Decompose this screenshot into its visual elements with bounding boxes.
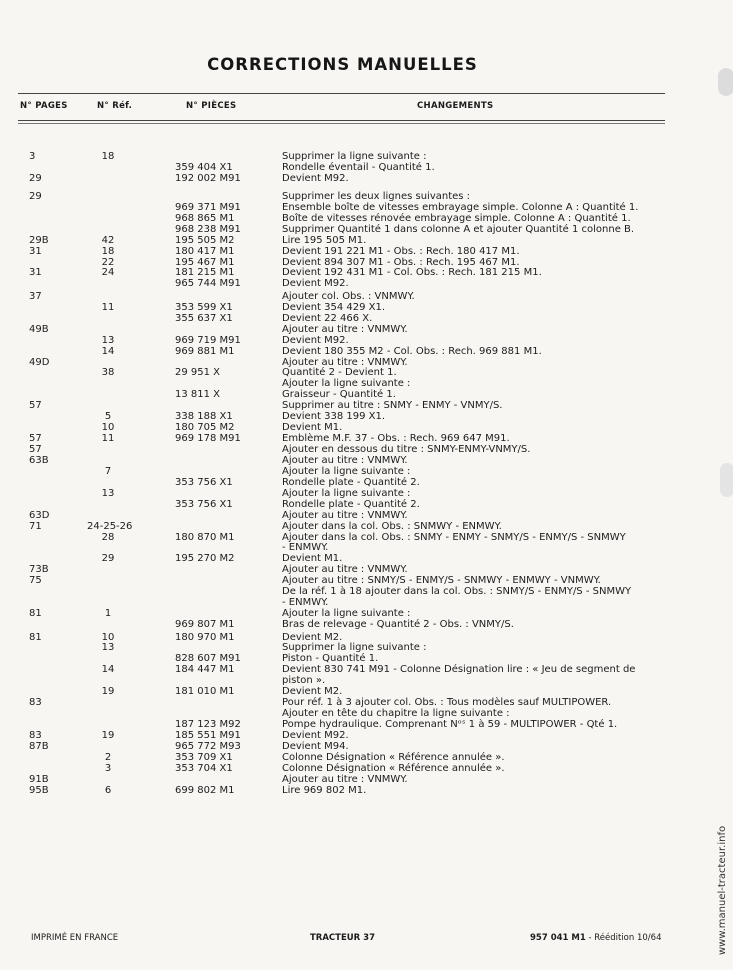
- row-ref: 38: [101, 367, 115, 379]
- row-ref: 3: [104, 762, 112, 774]
- row-change: - ENMWY.: [282, 542, 329, 554]
- binder-hole-mark: [720, 463, 733, 497]
- header-top-rule: [18, 93, 665, 94]
- row-ref: 42: [101, 234, 115, 246]
- row-page: 49B: [29, 323, 49, 335]
- side-watermark-url: www.manuel-tracteur.info: [717, 825, 728, 955]
- correction-row: [0, 347, 733, 358]
- correction-row: [0, 731, 733, 742]
- correction-row: [0, 522, 733, 533]
- row-piece: 180 970 M1: [175, 631, 235, 643]
- row-change: Ajouter dans la col. Obs. : SNMY - ENMY - SNMY/S - ENMY/S - SNMWY: [282, 531, 626, 543]
- row-page: 87B: [29, 740, 49, 752]
- row-ref: 24: [101, 267, 115, 279]
- row-change: Rondelle plate - Quantité 2.: [282, 498, 420, 510]
- row-change: Devient M2.: [282, 686, 343, 698]
- row-ref: 18: [101, 245, 115, 257]
- row-change: Devient M92.: [282, 729, 349, 741]
- row-ref: 14: [101, 664, 115, 676]
- header-bottom-rule: [18, 120, 665, 121]
- row-piece: 181 215 M1: [175, 267, 235, 279]
- row-change: Supprimer la ligne suivante :: [282, 151, 427, 162]
- row-change: Ajouter la ligne suivante :: [282, 608, 411, 620]
- row-change: Ajouter au titre : SNMY/S - ENMY/S - SNMWY - ENMWY - VNMWY.: [282, 575, 601, 587]
- row-piece: 969 807 M1: [175, 619, 235, 630]
- row-piece: 968 865 M1: [175, 212, 235, 224]
- row-page: 57: [29, 444, 42, 455]
- row-piece: 192 002 M91: [175, 172, 241, 184]
- header-pages: N° PAGES: [20, 101, 68, 111]
- row-change: Ajouter au titre : VNMWY.: [282, 773, 408, 785]
- row-change: Devient 180 355 M2 - Col. Obs. : Rech. 969 881 M1.: [282, 345, 542, 357]
- header-bottom-rule-double: [18, 123, 665, 124]
- row-change: Ajouter en dessous du titre : SNMY-ENMY-VNMY/S.: [282, 444, 531, 455]
- row-page: 73B: [29, 564, 49, 576]
- footer-model: TRACTEUR 37: [310, 933, 375, 943]
- row-piece: 195 270 M2: [175, 553, 235, 565]
- row-change: Devient M92.: [282, 334, 349, 346]
- row-piece: 969 178 M91: [175, 433, 241, 445]
- row-change: Devient M2.: [282, 631, 343, 643]
- row-change: Lire 195 505 M1.: [282, 234, 367, 246]
- row-piece: 195 467 M1: [175, 256, 235, 268]
- row-change: Devient M1.: [282, 553, 343, 565]
- row-page: 71: [29, 520, 42, 532]
- row-piece: 185 551 M91: [175, 729, 241, 741]
- row-change: Pompe hydraulique. Comprenant Nᵒˢ 1 à 59 - MULTIPOWER - Qté 1.: [282, 719, 618, 730]
- correction-row: [0, 268, 733, 279]
- row-change: De la réf. 1 à 18 ajouter dans la col. Obs. : SNMY/S - ENMY/S - SNMWY: [282, 586, 632, 598]
- row-change: Pour réf. 1 à 3 ajouter col. Obs. : Tous modèles sauf MULTIPOWER.: [282, 697, 612, 709]
- row-page: 29: [29, 172, 42, 184]
- row-page: 31: [29, 245, 42, 257]
- row-piece: 353 599 X1: [175, 301, 233, 313]
- page-title: CORRECTIONS MANUELLES: [207, 55, 478, 74]
- row-change: Ajouter la ligne suivante :: [282, 465, 411, 477]
- row-page: 83: [29, 729, 42, 741]
- row-ref: 13: [101, 334, 115, 346]
- row-ref: 6: [104, 784, 112, 796]
- row-change: Piston - Quantité 1.: [282, 653, 379, 665]
- row-ref: 10: [101, 631, 115, 643]
- row-piece: 699 802 M1: [175, 784, 235, 796]
- row-change: Rondelle éventail - Quantité 1.: [282, 161, 435, 173]
- row-ref: 2: [104, 751, 112, 763]
- row-ref: 10: [101, 422, 115, 434]
- footer-reference: [530, 933, 661, 943]
- correction-row: [0, 620, 733, 633]
- row-ref: 7: [104, 465, 112, 477]
- row-change: Devient M92.: [282, 172, 349, 184]
- header-pieces: N° PIÈCES: [186, 101, 237, 111]
- correction-row: [0, 174, 733, 192]
- correction-row: [0, 786, 733, 797]
- row-page: 49D: [29, 356, 50, 368]
- row-change: Ajouter en tête du chapitre la ligne suivante :: [282, 708, 510, 720]
- row-change: Ajouter au titre : VNMWY.: [282, 454, 408, 466]
- row-ref: 5: [104, 411, 112, 423]
- row-piece: 184 447 M1: [175, 664, 235, 676]
- row-change: Ajouter au titre : VNMWY.: [282, 509, 408, 521]
- row-page: 57: [29, 400, 42, 412]
- row-page: 63B: [29, 454, 49, 466]
- correction-row: [0, 236, 733, 247]
- row-ref: 13: [101, 642, 115, 654]
- row-ref: 29: [101, 553, 115, 565]
- footer-edition: - Réédition 10/64: [585, 933, 662, 943]
- footer-ref-number: 957 041 M1: [530, 933, 586, 943]
- row-change: Supprimer Quantité 1 dans colonne A et ajouter Quantité 1 colonne B.: [282, 223, 635, 235]
- row-page: 83: [29, 697, 42, 709]
- row-piece: 359 404 X1: [175, 161, 233, 173]
- row-change: Ajouter au titre : VNMWY.: [282, 323, 408, 335]
- row-piece: 969 371 M91: [175, 201, 241, 213]
- row-change: Quantité 2 - Devient 1.: [282, 367, 397, 379]
- row-piece: 338 188 X1: [175, 411, 233, 423]
- row-change: Devient 354 429 X1.: [282, 301, 386, 313]
- row-change: Ajouter au titre : VNMWY.: [282, 564, 408, 576]
- row-change: Emblème M.F. 37 - Obs. : Rech. 969 647 M91.: [282, 433, 510, 445]
- row-page: 95B: [29, 784, 49, 796]
- correction-row: [0, 325, 733, 336]
- row-ref: 13: [101, 487, 115, 499]
- row-piece: 968 238 M91: [175, 223, 241, 235]
- row-ref: 1: [104, 608, 112, 620]
- row-change: Boîte de vitesses rénovée embrayage simple. Colonne A : Quantité 1.: [282, 212, 631, 224]
- correction-row: [0, 279, 733, 292]
- row-piece: 180 417 M1: [175, 245, 235, 257]
- row-piece: 965 772 M93: [175, 740, 241, 752]
- row-piece: 187 123 M92: [175, 719, 241, 730]
- row-ref: 19: [101, 729, 115, 741]
- row-change: - ENMWY.: [282, 597, 329, 609]
- row-ref: 11: [101, 301, 115, 313]
- row-change: Ajouter dans la col. Obs. : SNMWY - ENMWY.: [282, 520, 502, 532]
- correction-row: [0, 500, 733, 511]
- row-piece: 180 870 M1: [175, 531, 235, 543]
- correction-row: [0, 225, 733, 236]
- row-page: 57: [29, 433, 42, 445]
- row-piece: 180 705 M2: [175, 422, 235, 434]
- row-piece: 353 756 X1: [175, 498, 233, 510]
- row-piece: 969 881 M1: [175, 345, 235, 357]
- row-change: Supprimer les deux lignes suivantes :: [282, 190, 471, 202]
- correction-row: [0, 775, 733, 786]
- row-piece: 353 709 X1: [175, 751, 233, 763]
- row-ref: 14: [101, 345, 115, 357]
- row-ref: 28: [101, 531, 115, 543]
- row-change: Supprimer au titre : SNMY - ENMY - VNMY/S.: [282, 400, 503, 412]
- row-change: Graisseur - Quantité 1.: [282, 389, 396, 401]
- row-page: 91B: [29, 773, 49, 785]
- correction-row: [0, 665, 733, 676]
- row-page: 75: [29, 575, 42, 587]
- correction-row: [0, 587, 733, 598]
- row-change: Colonne Désignation « Référence annulée ».: [282, 762, 505, 774]
- binder-hole-mark: [718, 68, 733, 96]
- corrections-list: [0, 152, 733, 797]
- row-change: Lire 969 802 M1.: [282, 784, 367, 796]
- row-change: Devient M94.: [282, 740, 349, 752]
- row-page: 29B: [29, 234, 49, 246]
- row-piece: 181 010 M1: [175, 686, 235, 698]
- row-change: Devient 894 307 M1 - Obs. : Rech. 195 467 M1.: [282, 256, 520, 268]
- row-change: Ajouter la ligne suivante :: [282, 487, 411, 499]
- row-change: Bras de relevage - Quantité 2 - Obs. : VNMY/S.: [282, 619, 514, 630]
- row-change: Ensemble boîte de vitesses embrayage simple. Colonne A : Quantité 1.: [282, 201, 639, 213]
- row-piece: 195 505 M2: [175, 234, 235, 246]
- row-change: Ajouter col. Obs. : VNMWY.: [282, 290, 415, 302]
- correction-row: [0, 163, 733, 174]
- row-change: Devient 191 221 M1 - Obs. : Rech. 180 417 M1.: [282, 245, 520, 257]
- row-change: Devient 830 741 M91 - Colonne Désignation lire : « Jeu de segment de: [282, 664, 636, 676]
- correction-row: [0, 511, 733, 522]
- row-piece: 969 719 M91: [175, 334, 241, 346]
- row-change: Ajouter au titre : VNMWY.: [282, 356, 408, 368]
- row-piece: 29 951 X: [175, 367, 221, 379]
- row-ref: 24-25-26: [87, 520, 133, 532]
- row-piece: 355 637 X1: [175, 312, 233, 324]
- row-piece: 828 607 M91: [175, 653, 241, 665]
- row-change: Colonne Désignation « Référence annulée ».: [282, 751, 505, 763]
- row-change: Ajouter la ligne suivante :: [282, 378, 411, 390]
- row-piece: 13 811 X: [175, 389, 221, 401]
- row-page: 3: [29, 151, 36, 162]
- header-ref: N° Réf.: [97, 101, 133, 111]
- row-change: Devient M92.: [282, 278, 349, 290]
- correction-row: [0, 247, 733, 258]
- row-ref: 19: [101, 686, 115, 698]
- row-change: Supprimer la ligne suivante :: [282, 642, 427, 654]
- row-page: 37: [29, 290, 42, 302]
- row-change: Devient 22 466 X.: [282, 312, 373, 324]
- row-ref: 22: [101, 256, 115, 268]
- row-page: 31: [29, 267, 42, 279]
- row-change: Rondelle plate - Quantité 2.: [282, 476, 420, 488]
- row-piece: 353 704 X1: [175, 762, 233, 774]
- correction-row: [0, 336, 733, 347]
- row-page: 81: [29, 608, 42, 620]
- row-change: Devient 338 199 X1.: [282, 411, 386, 423]
- row-ref: 11: [101, 433, 115, 445]
- footer-printed-in: IMPRIMÉ EN FRANCE: [31, 933, 119, 943]
- row-page: 81: [29, 631, 42, 643]
- row-change: Devient M1.: [282, 422, 343, 434]
- row-change: Devient 192 431 M1 - Col. Obs. : Rech. 181 215 M1.: [282, 267, 542, 279]
- row-change: piston ».: [282, 675, 326, 687]
- row-ref: 18: [101, 151, 115, 162]
- row-page: 29: [29, 190, 42, 202]
- correction-row: [0, 533, 733, 544]
- header-changements: CHANGEMENTS: [417, 101, 494, 111]
- row-piece: 353 756 X1: [175, 476, 233, 488]
- row-page: 63D: [29, 509, 50, 521]
- row-piece: 965 744 M91: [175, 278, 241, 290]
